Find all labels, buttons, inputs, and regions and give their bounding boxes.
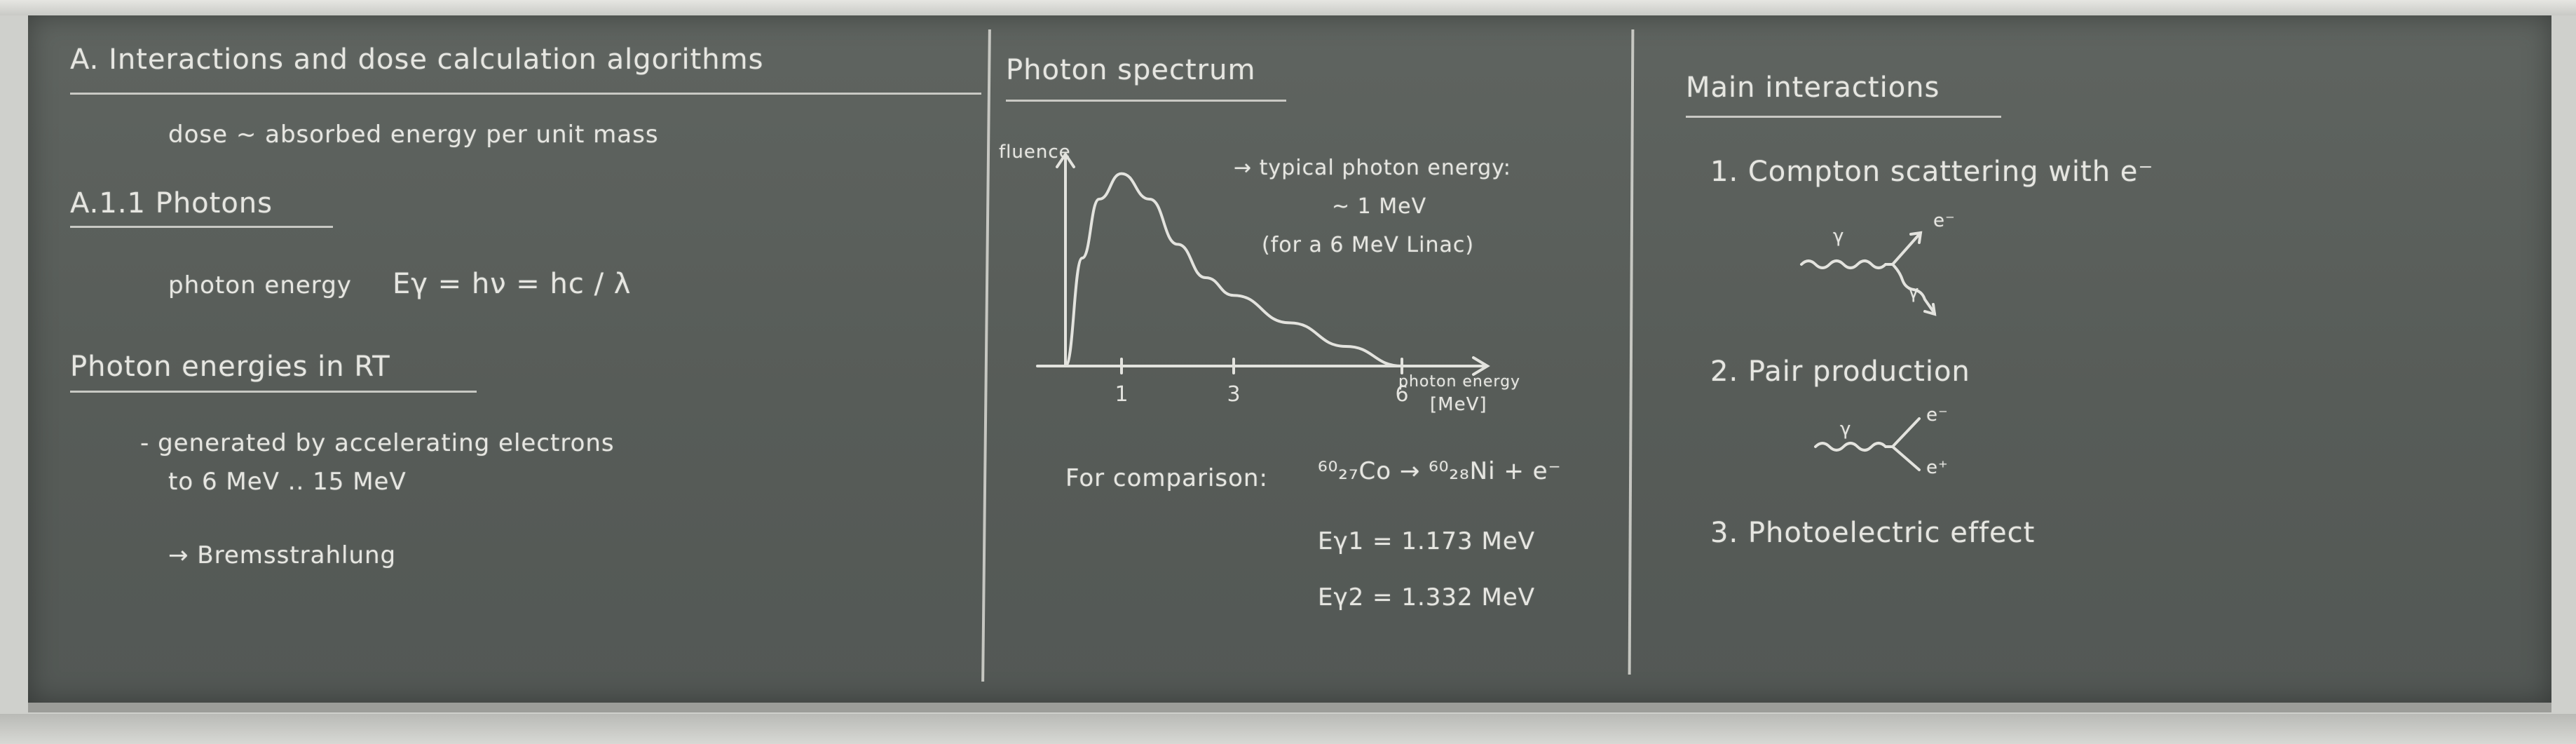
dose-definition: dose ~ absorbed energy per unit mass: [168, 121, 659, 149]
comparison-label: For comparison:: [1065, 464, 1268, 492]
y-axis-label: fluence: [999, 142, 1071, 163]
column-divider-2: [1628, 29, 1635, 675]
pair-production-diagram: [1808, 394, 1977, 492]
section-heading: A. Interactions and dose calculation algorithms: [70, 43, 764, 76]
wall-top: [0, 0, 2576, 15]
note-line-2: ~ 1 MeV: [1332, 194, 1427, 219]
spectrum-heading: Photon spectrum: [1006, 54, 1256, 86]
pair-positron-label: e⁺: [1926, 457, 1949, 478]
subsection-heading: A.1.1 Photons: [70, 187, 273, 219]
rt-heading-underline: [70, 391, 477, 393]
compton-item: 1. Compton scattering with e⁻: [1710, 156, 2154, 188]
note-line-1: → typical photon energy:: [1234, 156, 1511, 180]
spectrum-heading-underline: [1006, 100, 1286, 102]
pair-production-item: 2. Pair production: [1710, 356, 1970, 388]
x-tick-label: 3: [1227, 382, 1241, 407]
interactions-heading: Main interactions: [1686, 72, 1940, 104]
photoelectric-item: 3. Photoelectric effect: [1710, 517, 2036, 549]
chalk-tray: [0, 714, 2576, 744]
compton-gamma-out-label: γ: [1908, 282, 1920, 303]
e-gamma-1: Eγ1 = 1.173 MeV: [1318, 527, 1535, 555]
note-line-3: (for a 6 MeV Linac): [1262, 233, 1475, 257]
interactions-heading-underline: [1686, 116, 2001, 118]
x-axis-label-1: photon energy: [1398, 373, 1521, 391]
bullet-line-1: - generated by accelerating electrons: [140, 429, 615, 457]
photon-energy-formula: Eγ = hν = hc / λ: [393, 268, 632, 300]
subsection-underline: [70, 226, 333, 228]
compton-electron-label: e⁻: [1933, 210, 1956, 231]
e-gamma-2: Eγ2 = 1.332 MeV: [1318, 583, 1535, 611]
column-divider-1: [981, 29, 991, 682]
bullet-line-2: to 6 MeV .. 15 MeV: [168, 468, 407, 496]
pair-incoming-photon: [1815, 443, 1893, 450]
pair-gamma-in-label: γ: [1840, 419, 1852, 440]
photon-energy-label: photon energy: [168, 271, 352, 299]
pair-electron-track: [1893, 419, 1919, 447]
x-tick-label: 6: [1395, 382, 1409, 407]
pair-positron-track: [1893, 447, 1919, 470]
section-heading-underline: [70, 93, 981, 95]
compton-incoming-photon: [1801, 261, 1893, 268]
compton-electron-track: [1893, 233, 1921, 264]
pair-electron-label: e⁻: [1926, 405, 1949, 426]
rt-heading: Photon energies in RT: [70, 351, 390, 383]
x-tick-label: 1: [1115, 382, 1129, 407]
compton-gamma-in-label: γ: [1833, 226, 1845, 247]
chalkboard: [28, 15, 2551, 712]
bremsstrahlung-line: → Bremsstrahlung: [168, 541, 397, 569]
decay-reaction: ⁶⁰₂₇Co → ⁶⁰₂₈Ni + e⁻: [1318, 457, 1562, 485]
x-axis-label-2: [MeV]: [1430, 394, 1487, 415]
